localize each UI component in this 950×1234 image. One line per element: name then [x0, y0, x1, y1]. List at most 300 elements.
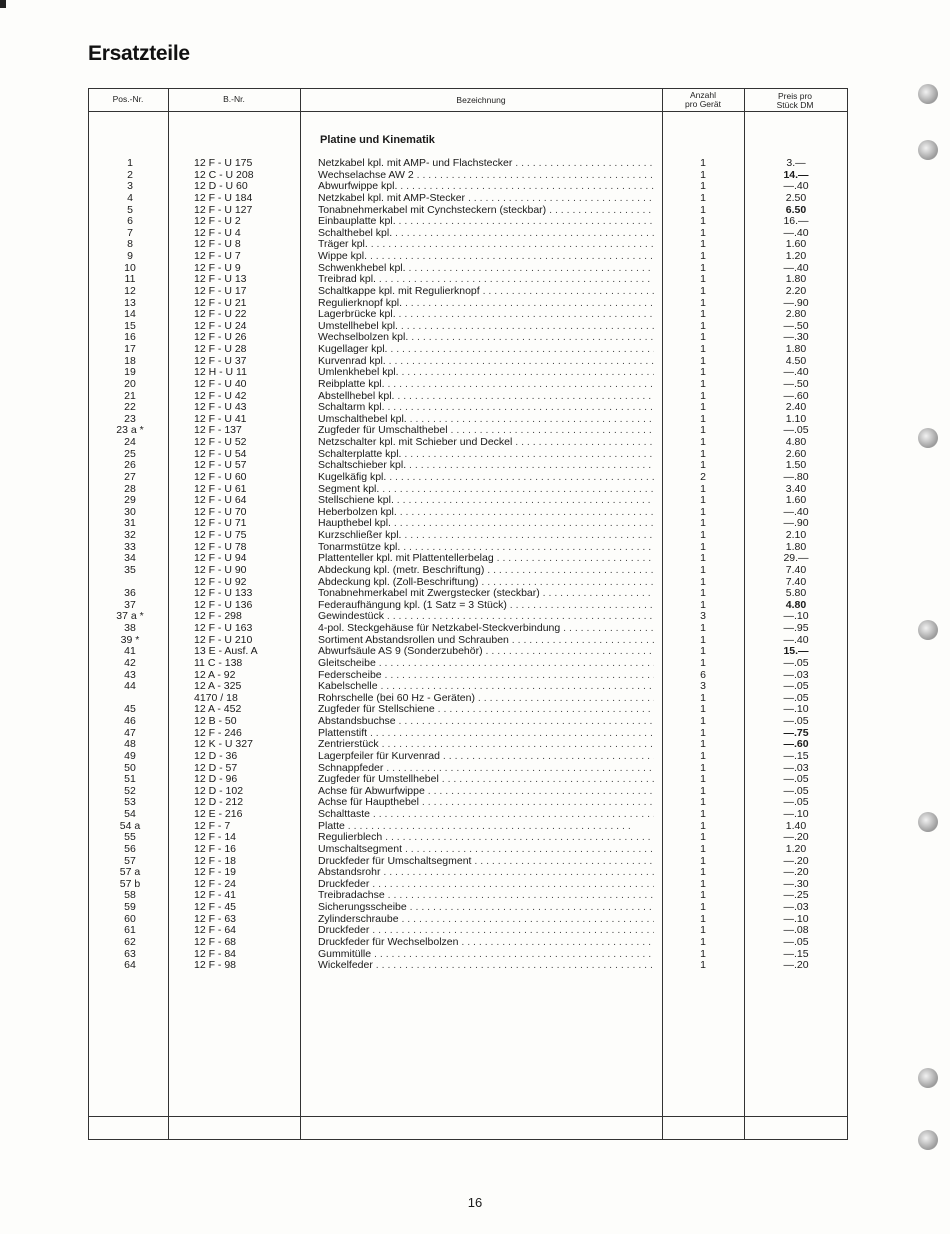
anzahl-cell: 1	[700, 656, 706, 669]
bnr-cell: 12 F - 19	[194, 866, 237, 879]
pos-cell: 63	[124, 947, 136, 960]
bnr-cell: 12 F - 7	[194, 819, 231, 832]
bezeichnung-cell: Achse für Haupthebel . . .	[318, 797, 654, 809]
bnr-cell: 12 F - U 7	[194, 250, 241, 262]
bezeichnung-cell: Schalterplatte kpl. . . .	[318, 449, 654, 461]
table-row	[0, 902, 950, 914]
anzahl-cell: 1	[700, 749, 706, 762]
preis-cell: 6.50	[785, 203, 807, 216]
bnr-cell: 12 F - U 42	[194, 389, 247, 402]
bezeichnung-cell: Zugfeder für Umschalthebel . . .	[318, 425, 654, 437]
anzahl-cell: 1	[700, 168, 706, 181]
bezeichnung-cell: Schalthebel kpl. . . .	[318, 228, 654, 240]
anzahl-cell: 1	[700, 796, 706, 809]
preis-cell: —.40	[783, 633, 809, 646]
preis-cell: —.03	[783, 761, 809, 774]
anzahl-cell: 1	[700, 494, 706, 507]
anzahl-cell: 1	[700, 831, 706, 844]
bezeichnung-cell: Zugfeder für Stellschiene . . .	[318, 704, 654, 716]
binder-hole	[918, 1130, 938, 1150]
table-row	[0, 193, 950, 205]
bezeichnung-cell: Tonabnehmerkabel mit Cynchsteckern (steckbar) . . .	[318, 205, 654, 217]
pos-cell: 11	[124, 273, 136, 286]
table-row	[0, 577, 950, 589]
bezeichnung-cell: Schnappfeder . . .	[318, 763, 654, 775]
preis-cell: —.95	[783, 622, 809, 634]
bezeichnung-cell: Netzkabel kpl. mit AMP- und Flachstecker . . .	[318, 158, 654, 170]
anzahl-cell: 1	[700, 587, 706, 600]
preis-cell: 2.50	[785, 191, 807, 204]
pos-cell: 34	[124, 552, 136, 565]
bezeichnung-cell: Abstellhebel kpl. . . .	[318, 391, 654, 403]
bezeichnung-cell: Regulierblech . . .	[318, 832, 654, 844]
bezeichnung-cell: Treibradachse . . .	[318, 890, 654, 902]
bnr-cell: 12 F - 246	[194, 726, 242, 739]
bnr-cell: 12 F - 14	[194, 831, 237, 844]
table-row	[0, 716, 950, 728]
bezeichnung-cell: Lagerpfeiler für Kurvenrad . . .	[318, 751, 654, 763]
preis-cell: 2.10	[785, 529, 807, 541]
anzahl-cell: 3	[700, 610, 706, 623]
pos-cell: 22	[124, 401, 136, 414]
preis-cell: 2.20	[785, 284, 807, 297]
preis-cell: —.50	[783, 377, 809, 390]
preis-cell: 1.10	[785, 412, 807, 425]
anzahl-cell: 1	[700, 935, 706, 948]
preis-cell: 4.80	[785, 436, 807, 448]
bnr-cell: 12 E - 216	[194, 808, 243, 820]
bezeichnung-cell: Netzkabel kpl. mit AMP-Stecker . . .	[318, 193, 654, 205]
pos-cell: 53	[124, 796, 136, 809]
pos-cell: 23	[124, 412, 136, 425]
preis-cell: 3.40	[785, 482, 807, 495]
pos-cell: 16	[124, 331, 136, 344]
preis-cell: —.03	[783, 901, 809, 913]
anzahl-cell: 1	[700, 191, 706, 204]
preis-cell: —.75	[783, 726, 809, 739]
bnr-cell: 13 E - Ausf. A	[194, 645, 258, 658]
preis-cell: 1.80	[785, 343, 807, 355]
anzahl-cell: 1	[700, 296, 706, 309]
preis-cell: —.10	[783, 808, 809, 820]
anzahl-cell: 1	[700, 715, 706, 727]
pos-cell: 17	[124, 343, 136, 355]
pos-cell: 29	[124, 494, 136, 507]
bezeichnung-cell: Wechselbolzen kpl. . . .	[318, 332, 654, 344]
bnr-cell: 12 A - 92	[194, 668, 236, 681]
preis-cell: —.03	[783, 668, 809, 681]
bnr-cell: 12 F - U 28	[194, 343, 247, 355]
binder-hole	[918, 428, 938, 448]
anzahl-cell: 1	[700, 633, 706, 646]
table-row	[0, 518, 950, 530]
pos-cell: 13	[124, 296, 136, 309]
table-row	[0, 402, 950, 414]
preis-cell: —.05	[783, 424, 809, 437]
anzahl-cell: 1	[700, 819, 706, 832]
anzahl-cell: 1	[700, 563, 706, 576]
bezeichnung-cell: Umstellhebel kpl. . . .	[318, 321, 654, 333]
pos-cell: 64	[124, 959, 136, 972]
pos-cell: 54	[124, 808, 136, 820]
preis-cell: —.30	[783, 877, 809, 890]
bnr-cell: 12 F - 68	[194, 935, 237, 948]
binder-hole	[918, 620, 938, 640]
pos-cell: 26	[124, 459, 136, 472]
preis-cell: —.20	[783, 866, 809, 879]
anzahl-cell: 1	[700, 738, 706, 751]
anzahl-cell: 1	[700, 377, 706, 390]
bezeichnung-cell: Träger kpl. . . .	[318, 239, 654, 251]
bnr-cell: 12 F - 16	[194, 842, 237, 855]
anzahl-cell: 1	[700, 540, 706, 553]
anzahl-cell: 1	[700, 517, 706, 530]
bnr-cell: 12 F - U 71	[194, 517, 247, 530]
bezeichnung-cell: Abstandsrohr . . .	[318, 867, 654, 879]
pos-cell: 50	[124, 761, 136, 774]
preis-cell: —.20	[783, 831, 809, 844]
anzahl-cell: 1	[700, 854, 706, 867]
bnr-cell: 12 F - 298	[194, 610, 242, 623]
anzahl-cell: 1	[700, 273, 706, 286]
anzahl-cell: 1	[700, 575, 706, 588]
bezeichnung-cell: Wickelfeder . . .	[318, 960, 654, 972]
bezeichnung-cell: Treibrad kpl. . . .	[318, 274, 654, 286]
anzahl-cell: 1	[700, 622, 706, 634]
table-row	[0, 449, 950, 461]
anzahl-cell: 1	[700, 401, 706, 414]
table-row	[0, 309, 950, 321]
bezeichnung-cell: Kurzschließer kpl. . . .	[318, 530, 654, 542]
preis-cell: 7.40	[785, 575, 807, 588]
table-row	[0, 832, 950, 844]
preis-cell: 15.—	[783, 645, 809, 658]
bnr-cell: 12 F - 41	[194, 889, 237, 902]
footer-divider	[88, 1116, 847, 1117]
preis-cell: 5.80	[785, 587, 807, 600]
pos-cell: 43	[124, 668, 136, 681]
bezeichnung-cell: Reibplatte kpl. . . .	[318, 379, 654, 391]
pos-cell: 2	[127, 168, 133, 181]
bezeichnung-cell: Umschalthebel kpl. . . .	[318, 414, 654, 426]
table-row	[0, 553, 950, 565]
bezeichnung-cell: Gewindestück . . .	[318, 611, 654, 623]
bezeichnung-cell: Schalttaste . . .	[318, 809, 654, 821]
preis-cell: —.30	[783, 331, 809, 344]
pos-cell: 57	[124, 854, 136, 867]
anzahl-cell: 1	[700, 319, 706, 332]
pos-cell: 27	[124, 470, 136, 483]
pos-cell: 24	[124, 436, 136, 448]
bnr-cell: 11 C - 138	[194, 656, 243, 669]
anzahl-cell: 1	[700, 424, 706, 437]
table-row	[0, 251, 950, 263]
anzahl-cell: 1	[700, 331, 706, 344]
pos-cell: 60	[124, 912, 136, 925]
pos-cell: 8	[127, 238, 133, 251]
bnr-cell: 12 D - 36	[194, 749, 238, 762]
table-row	[0, 274, 950, 286]
scan-corner-mark	[0, 0, 6, 8]
bezeichnung-cell: Wechselachse AW 2 . . .	[318, 170, 654, 182]
anzahl-cell: 1	[700, 773, 706, 786]
bezeichnung-cell: Federscheibe . . .	[318, 670, 654, 682]
pos-cell: 62	[124, 935, 136, 948]
anzahl-cell: 1	[700, 912, 706, 925]
bezeichnung-cell: Zentrierstück . . .	[318, 739, 654, 751]
bnr-cell: 12 F - U 64	[194, 494, 247, 507]
pos-cell: 46	[124, 715, 136, 727]
bezeichnung-cell: Schaltarm kpl. . . .	[318, 402, 654, 414]
pos-cell: 14	[124, 308, 136, 321]
table-row	[0, 391, 950, 403]
pos-cell: 35	[124, 563, 136, 576]
pos-cell: 37 a *	[116, 610, 144, 623]
preis-cell: —.05	[783, 656, 809, 669]
bezeichnung-cell: Umschaltsegment . . .	[318, 844, 654, 856]
bnr-cell: 12 F - 18	[194, 854, 237, 867]
preis-cell: —.20	[783, 959, 809, 972]
table-row	[0, 809, 950, 821]
preis-cell: —.80	[783, 470, 809, 483]
anzahl-cell: 1	[700, 436, 706, 448]
anzahl-cell: 1	[700, 343, 706, 355]
bezeichnung-cell: Federaufhängung kpl. (1 Satz = 3 Stück) . . .	[318, 600, 654, 612]
bezeichnung-cell: Druckfeder für Umschaltsegment . . .	[318, 856, 654, 868]
page-number: 16	[467, 1195, 483, 1210]
preis-cell: —.10	[783, 912, 809, 925]
preis-cell: 2.60	[785, 447, 807, 460]
preis-cell: —.05	[783, 691, 809, 704]
preis-cell: 2.40	[785, 401, 807, 414]
anzahl-cell: 1	[700, 482, 706, 495]
header-anzahl	[662, 91, 744, 109]
preis-cell: 1.20	[785, 842, 807, 855]
preis-cell: —.40	[783, 505, 809, 518]
anzahl-cell: 1	[700, 284, 706, 297]
anzahl-cell: 1	[700, 924, 706, 937]
preis-cell: 4.50	[785, 354, 807, 367]
bezeichnung-cell: Kugellager kpl. . . .	[318, 344, 654, 356]
preis-cell: —.20	[783, 854, 809, 867]
table-row	[0, 472, 950, 484]
bezeichnung-cell: Schaltschieber kpl. . . .	[318, 460, 654, 472]
bnr-cell: 12 F - U 61	[194, 482, 247, 495]
bnr-cell: 12 F - U 41	[194, 412, 247, 425]
pos-cell: 4	[127, 191, 133, 204]
preis-cell: —.40	[783, 261, 809, 274]
preis-cell: —.05	[783, 796, 809, 809]
anzahl-cell: 1	[700, 412, 706, 425]
pos-cell: 19	[124, 366, 136, 379]
pos-cell: 36	[124, 587, 136, 600]
table-row	[0, 867, 950, 879]
anzahl-cell: 1	[700, 238, 706, 251]
pos-cell: 28	[124, 482, 136, 495]
bnr-cell: 12 D - 212	[194, 796, 244, 809]
anzahl-cell: 1	[700, 842, 706, 855]
header-preis	[744, 92, 846, 110]
table-row	[0, 286, 950, 298]
bnr-cell: 12 D - 57	[194, 761, 238, 774]
bnr-cell: 12 F - 45	[194, 901, 237, 913]
bnr-cell: 12 F - 64	[194, 924, 237, 937]
header-anzahl-line2: pro Gerät	[685, 99, 721, 109]
bnr-cell: 12 F - U 43	[194, 401, 247, 414]
anzahl-cell: 3	[700, 680, 706, 693]
table-row	[0, 216, 950, 228]
table-row	[0, 751, 950, 763]
bezeichnung-cell: Druckfeder . . .	[318, 879, 654, 891]
pos-cell: 6	[127, 215, 133, 228]
table-row	[0, 298, 950, 310]
bezeichnung-cell: Kabelschelle . . .	[318, 681, 654, 693]
anzahl-cell: 1	[700, 157, 706, 169]
bezeichnung-cell: Plattenteller kpl. mit Plattentellerbelag . . .	[318, 553, 654, 565]
bnr-cell: 12 F - U 127	[194, 203, 253, 216]
bnr-cell: 12 A - 452	[194, 703, 242, 716]
anzahl-cell: 1	[700, 959, 706, 972]
table-row	[0, 960, 950, 972]
bnr-cell: 12 F - U 17	[194, 284, 247, 297]
bezeichnung-cell: Rohrschelle (bei 60 Hz - Geräten) . . .	[318, 693, 654, 705]
bnr-cell: 12 F - U 52	[194, 436, 247, 448]
preis-cell: —.05	[783, 935, 809, 948]
anzahl-cell: 1	[700, 529, 706, 541]
table-row	[0, 658, 950, 670]
preis-cell: 1.40	[785, 819, 807, 832]
bezeichnung-cell: Heberbolzen kpl. . . .	[318, 507, 654, 519]
binder-hole	[918, 84, 938, 104]
bnr-cell: 12 F - 98	[194, 959, 237, 972]
preis-cell: —.10	[783, 610, 809, 623]
pos-cell: 51	[124, 773, 136, 786]
pos-cell: 56	[124, 842, 136, 855]
bezeichnung-cell: Stellschiene kpl. . . .	[318, 495, 654, 507]
preis-cell: 1.80	[785, 540, 807, 553]
bnr-cell: 12 D - 102	[194, 784, 244, 797]
anzahl-cell: 1	[700, 261, 706, 274]
table-row	[0, 588, 950, 600]
anzahl-cell: 1	[700, 877, 706, 890]
preis-cell: 16.—	[783, 215, 809, 228]
bezeichnung-cell: Platte . . .	[318, 821, 654, 833]
header-pos: Pos.-Nr.	[112, 94, 144, 104]
header-bnr: B.-Nr.	[223, 94, 245, 104]
section-heading: Platine und Kinematik	[320, 134, 435, 146]
anzahl-cell: 1	[700, 901, 706, 913]
bnr-cell: 12 F - U 175	[194, 157, 253, 169]
table-row	[0, 681, 950, 693]
preis-cell: —.05	[783, 680, 809, 693]
bnr-cell: 12 F - 24	[194, 877, 237, 890]
anzahl-cell: 1	[700, 703, 706, 716]
bnr-cell: 12 F - U 8	[194, 238, 241, 251]
bnr-cell: 12 F - 137	[194, 424, 242, 437]
table-row	[0, 623, 950, 635]
bnr-cell: 12 F - U 92	[194, 575, 247, 588]
anzahl-cell: 1	[700, 505, 706, 518]
pos-cell: 48	[124, 738, 136, 751]
bnr-cell: 12 F - U 75	[194, 529, 247, 541]
anzahl-cell: 1	[700, 761, 706, 774]
pos-cell: 61	[124, 924, 136, 937]
anzahl-cell: 1	[700, 691, 706, 704]
bnr-cell: 12 F - U 21	[194, 296, 247, 309]
bnr-cell: 12 F - U 9	[194, 261, 241, 274]
table-row	[0, 937, 950, 949]
bnr-cell: 12 F - U 163	[194, 622, 253, 634]
anzahl-cell: 1	[700, 203, 706, 216]
bnr-cell: 12 F - U 60	[194, 470, 247, 483]
bezeichnung-cell: Regulierknopf kpl. . . .	[318, 298, 654, 310]
bezeichnung-cell: Abwurfsäule AS 9 (Sonderzubehör) . . .	[318, 646, 654, 658]
bezeichnung-cell: Tonabnehmerkabel mit Zwergstecker (steckbar) . . .	[318, 588, 654, 600]
pos-cell: 42	[124, 656, 136, 669]
pos-cell: 7	[127, 226, 133, 239]
bezeichnung-cell: Achse für Abwurfwippe . . .	[318, 786, 654, 798]
bezeichnung-cell: Abdeckung kpl. (Zoll-Beschriftung) . . .	[318, 577, 654, 589]
header-bezeichnung: Bezeichnung	[456, 95, 506, 105]
bezeichnung-cell: Druckfeder . . .	[318, 925, 654, 937]
preis-cell: —.05	[783, 773, 809, 786]
pos-cell: 37	[124, 598, 136, 611]
anzahl-cell: 2	[700, 470, 706, 483]
bnr-cell: 12 B - 50	[194, 715, 237, 727]
bnr-cell: 12 F - U 24	[194, 319, 247, 332]
bezeichnung-cell: Abwurfwippe kpl. . . .	[318, 181, 654, 193]
anzahl-cell: 1	[700, 354, 706, 367]
preis-cell: —.08	[783, 924, 809, 937]
bezeichnung-cell: Schwenkhebel kpl. . . .	[318, 263, 654, 275]
pos-cell: 33	[124, 540, 136, 553]
bezeichnung-cell: Kugelkäfig kpl. . . .	[318, 472, 654, 484]
pos-cell: 59	[124, 901, 136, 913]
anzahl-cell: 1	[700, 552, 706, 565]
bezeichnung-cell: Abstandsbuchse . . .	[318, 716, 654, 728]
anzahl-cell: 1	[700, 459, 706, 472]
anzahl-cell: 1	[700, 366, 706, 379]
table-row	[0, 484, 950, 496]
preis-cell: —.25	[783, 889, 809, 902]
bnr-cell: 12 F - U 54	[194, 447, 247, 460]
pos-cell: 38	[124, 622, 136, 634]
table-row	[0, 530, 950, 542]
bezeichnung-cell: Druckfeder für Wechselbolzen . . .	[318, 937, 654, 949]
table-row	[0, 344, 950, 356]
bezeichnung-cell: Netzschalter kpl. mit Schieber und Deckel . . .	[318, 437, 654, 449]
preis-cell: —.05	[783, 715, 809, 727]
pos-cell: 23 a *	[116, 424, 144, 437]
bnr-cell: 12 F - U 70	[194, 505, 247, 518]
anzahl-cell: 1	[700, 726, 706, 739]
bnr-cell: 12 F - U 37	[194, 354, 247, 367]
table-row	[0, 228, 950, 240]
bnr-cell: 12 F - U 40	[194, 377, 247, 390]
bnr-cell: 12 F - U 184	[194, 191, 253, 204]
bezeichnung-cell: Abdeckung kpl. (metr. Beschriftung) . . .	[318, 565, 654, 577]
preis-cell: —.50	[783, 319, 809, 332]
header-preis-line2: Stück DM	[776, 100, 814, 110]
bezeichnung-cell: 4-pol. Steckgehäuse für Netzkabel-Steckverbindung . . .	[318, 623, 654, 635]
anzahl-cell: 1	[700, 308, 706, 321]
bnr-cell: 12 F - 63	[194, 912, 237, 925]
preis-cell: —.60	[783, 738, 809, 751]
pos-cell: 12	[124, 284, 136, 297]
bezeichnung-cell: Gummitülle . . .	[318, 949, 654, 961]
anzahl-cell: 1	[700, 947, 706, 960]
pos-cell: 1	[127, 157, 133, 169]
